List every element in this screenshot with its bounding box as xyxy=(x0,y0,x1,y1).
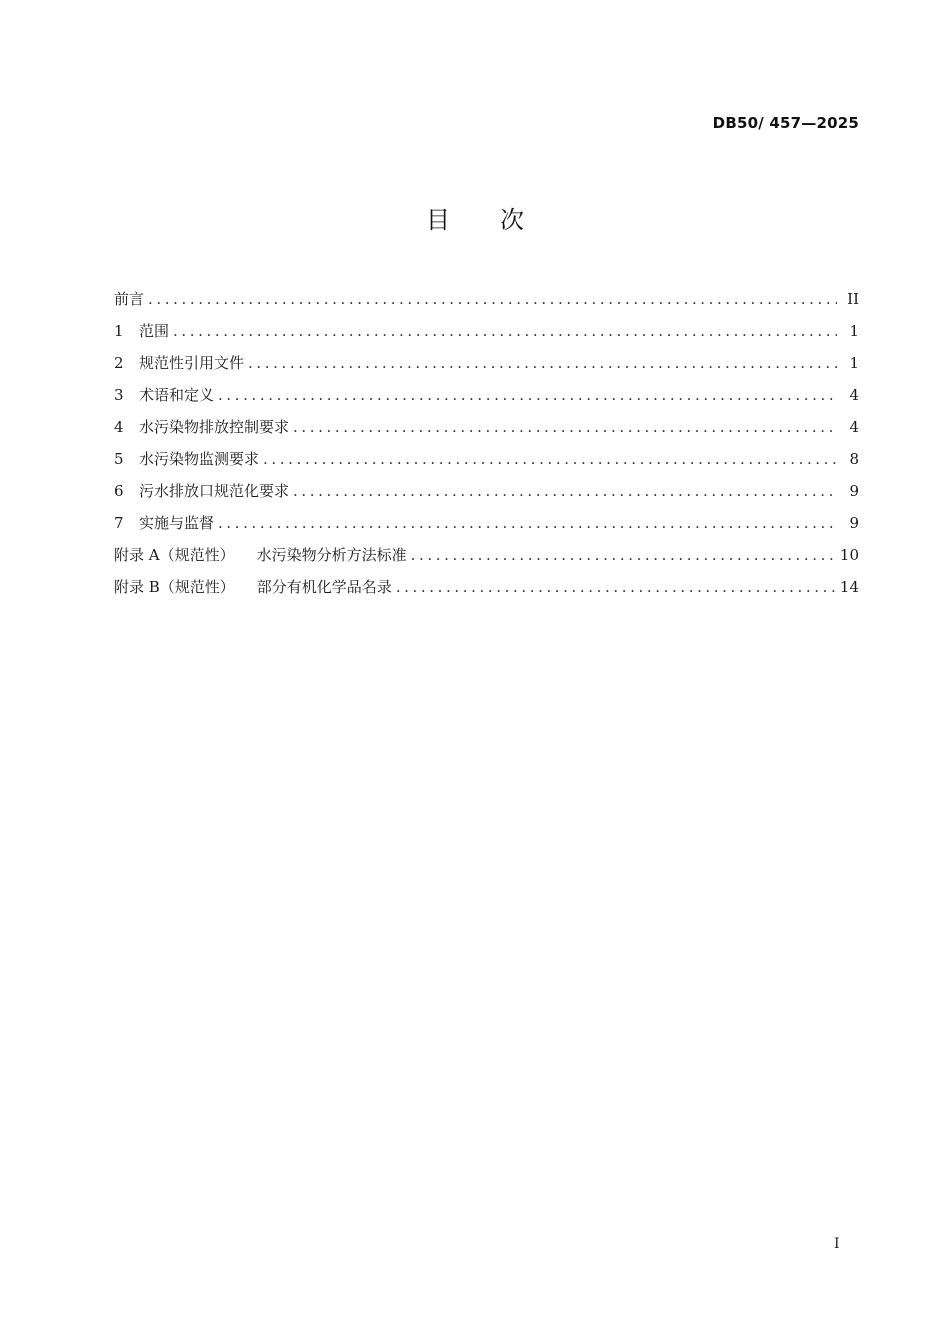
toc-entry-normative-references[interactable] xyxy=(114,352,859,384)
toc-entry-page: 8 xyxy=(849,450,859,468)
toc-entry-number: 6 xyxy=(114,482,124,500)
toc-entry-page: 4 xyxy=(849,386,859,404)
toc-leader-dots xyxy=(293,418,837,436)
toc-entry-scope[interactable] xyxy=(114,320,859,352)
toc-entry-appendix-b[interactable] xyxy=(114,576,859,608)
toc-entry-number: 4 xyxy=(114,418,124,436)
toc-entry-page: 10 xyxy=(839,546,859,564)
toc-leader-dots xyxy=(218,386,837,404)
toc-leader-dots xyxy=(411,546,836,564)
toc-leader-dots xyxy=(218,514,837,532)
toc-entry-monitoring[interactable] xyxy=(114,448,859,480)
toc-entry-label: 前言 xyxy=(114,290,145,308)
toc-entry-terms-definitions[interactable] xyxy=(114,384,859,416)
toc-title: 目次 xyxy=(426,206,574,234)
toc-entry-label: 实施与监督 xyxy=(139,514,215,532)
toc-entry-label: 规范性引用文件 xyxy=(139,354,245,372)
toc-entry-appendix-prefix: 附录 A（规范性） xyxy=(114,546,235,564)
toc-list xyxy=(114,288,859,608)
toc-entry-implementation[interactable] xyxy=(114,512,859,544)
toc-entry-discharge-control[interactable] xyxy=(114,416,859,448)
toc-leader-dots xyxy=(293,482,837,500)
standard-code: DB50/ 457—2025 xyxy=(712,114,859,132)
toc-entry-page: II xyxy=(847,290,859,308)
toc-entry-number: 2 xyxy=(114,354,124,372)
toc-entry-foreword[interactable] xyxy=(114,288,859,320)
toc-entry-label: 污水排放口规范化要求 xyxy=(139,482,290,500)
toc-entry-label: 水污染物分析方法标准 xyxy=(256,546,407,564)
toc-entry-page: 4 xyxy=(849,418,859,436)
toc-entry-number: 3 xyxy=(114,386,124,404)
toc-entry-label: 水污染物排放控制要求 xyxy=(139,418,290,436)
toc-entry-number: 5 xyxy=(114,450,124,468)
toc-entry-page: 1 xyxy=(849,322,859,340)
toc-entry-label: 术语和定义 xyxy=(139,386,215,404)
toc-entry-label: 水污染物监测要求 xyxy=(139,450,260,468)
toc-leader-dots xyxy=(248,354,837,372)
toc-leader-dots xyxy=(396,578,836,596)
toc-leader-dots xyxy=(173,322,837,340)
toc-entry-number: 1 xyxy=(114,322,124,340)
toc-entry-label: 部分有机化学品名录 xyxy=(256,578,392,596)
toc-entry-number: 7 xyxy=(114,514,124,532)
toc-entry-appendix-prefix: 附录 B（规范性） xyxy=(114,578,235,596)
toc-leader-dots xyxy=(148,290,837,308)
toc-entry-page: 1 xyxy=(849,354,859,372)
toc-entry-page: 9 xyxy=(849,514,859,532)
toc-entry-appendix-a[interactable] xyxy=(114,544,859,576)
toc-entry-outfall-standardization[interactable] xyxy=(114,480,859,512)
toc-leader-dots xyxy=(263,450,837,468)
toc-entry-label: 范围 xyxy=(139,322,170,340)
toc-entry-page: 14 xyxy=(839,578,859,596)
page-number: I xyxy=(834,1236,840,1252)
toc-entry-page: 9 xyxy=(849,482,859,500)
